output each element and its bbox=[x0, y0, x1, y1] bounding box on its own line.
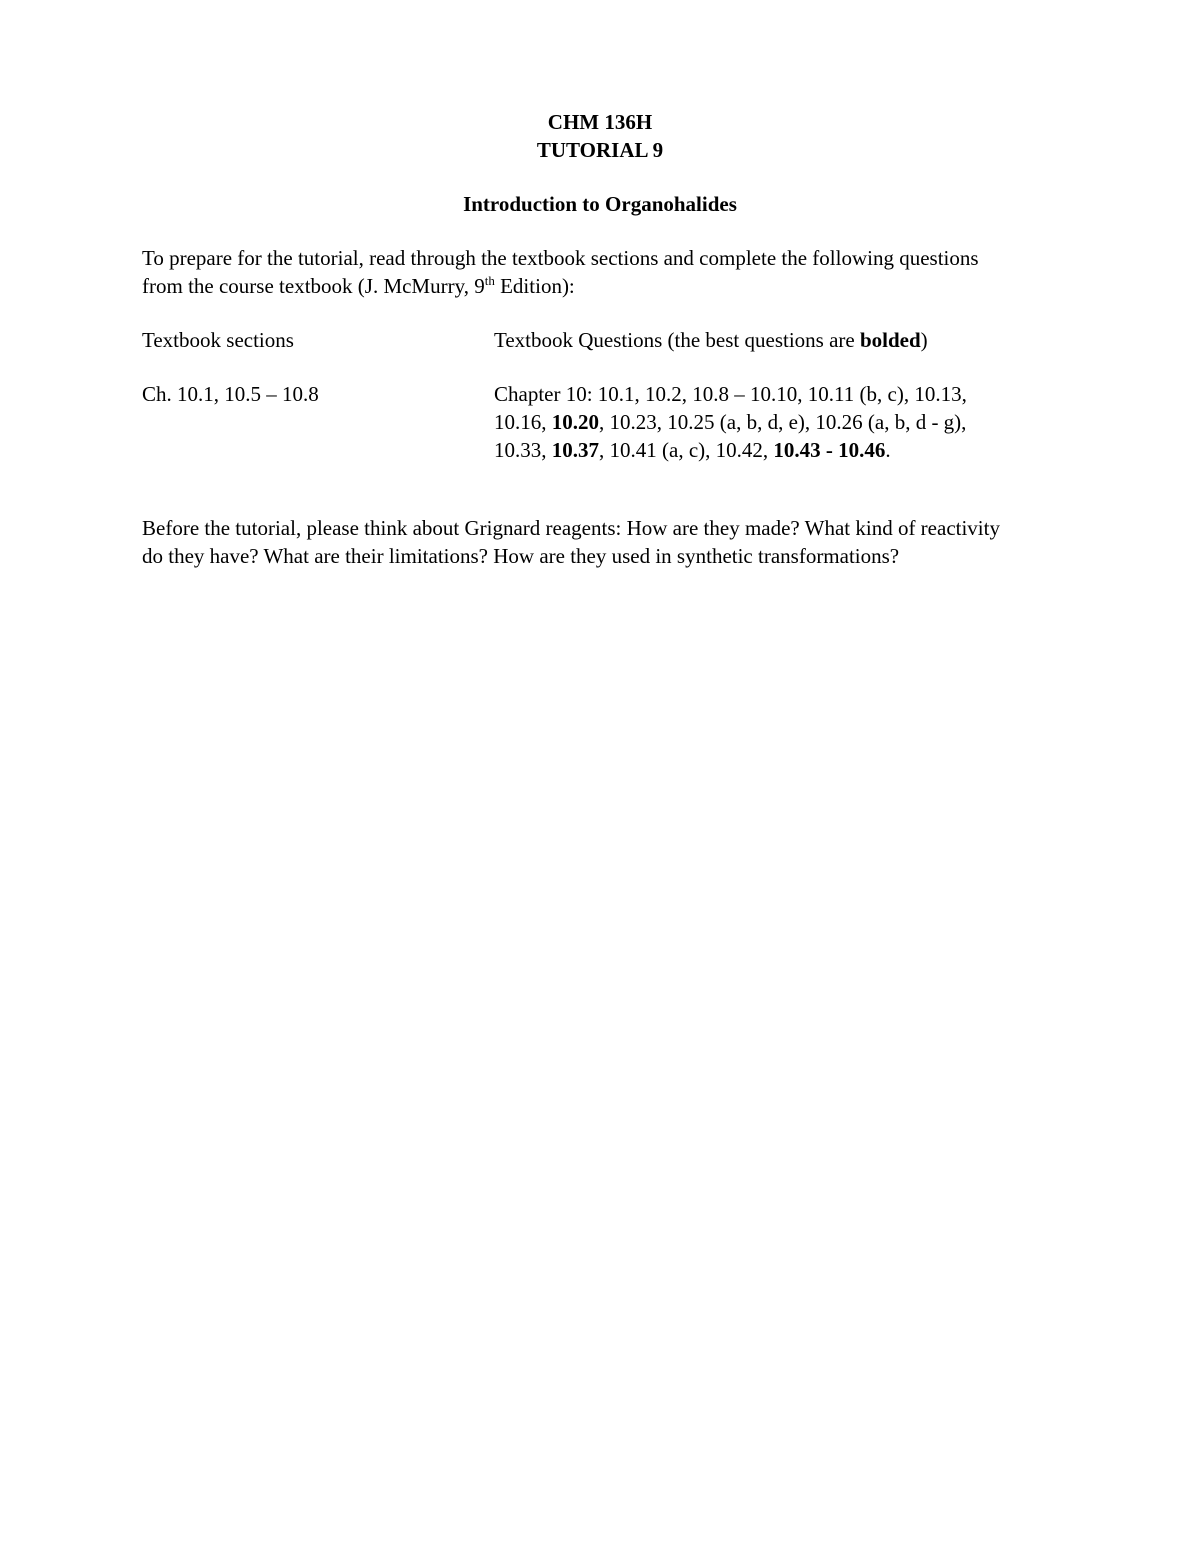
questions-line-3 bbox=[494, 436, 1054, 464]
questions-header-bold: bolded bbox=[859, 328, 921, 352]
sections-list: Ch. 10.1, 10.5 – 10.8 bbox=[142, 382, 319, 406]
intro-paragraph bbox=[142, 244, 1022, 300]
questions-bold: 10.20 bbox=[551, 410, 599, 434]
questions-text: 10.33, bbox=[494, 438, 552, 462]
tutorial-topic: Introduction to Organohalides bbox=[463, 192, 737, 216]
course-code: CHM 136H bbox=[547, 110, 653, 134]
questions-list bbox=[494, 380, 1054, 464]
questions-text: 10.16, bbox=[494, 410, 552, 434]
questions-text: , 10.41 (a, c), 10.42, bbox=[599, 438, 774, 462]
closing-paragraph: Before the tutorial, please think about Grignard reagents: How are they made? What kind of reactivity do they have? What are their limitations? How are they used in synthetic transformations? bbox=[142, 516, 1000, 568]
intro-text: To prepare for the tutorial, read through the textbook sections and complete the following questions from the course textbook (J. McMurry, 9 bbox=[142, 246, 979, 298]
questions-text: . bbox=[885, 438, 891, 462]
intro-text-end: Edition): bbox=[494, 274, 575, 298]
questions-bold: 10.37 bbox=[551, 438, 599, 462]
questions-bold: 10.43 - 10.46 bbox=[773, 438, 886, 462]
intro-superscript: th bbox=[484, 273, 495, 288]
questions-header-prefix: Textbook Questions (the best questions are bbox=[494, 328, 860, 352]
questions-text: , 10.23, 10.25 (a, b, d, e), 10.26 (a, b, d - g), bbox=[599, 410, 967, 434]
questions-header-suffix: ) bbox=[920, 328, 928, 352]
questions-line-2 bbox=[494, 408, 1054, 436]
questions-header bbox=[494, 326, 1054, 354]
tutorial-number: TUTORIAL 9 bbox=[536, 138, 664, 162]
sections-header: Textbook sections bbox=[142, 328, 294, 352]
questions-line-1: Chapter 10: 10.1, 10.2, 10.8 – 10.10, 10.11 (b, c), 10.13, bbox=[494, 382, 967, 406]
